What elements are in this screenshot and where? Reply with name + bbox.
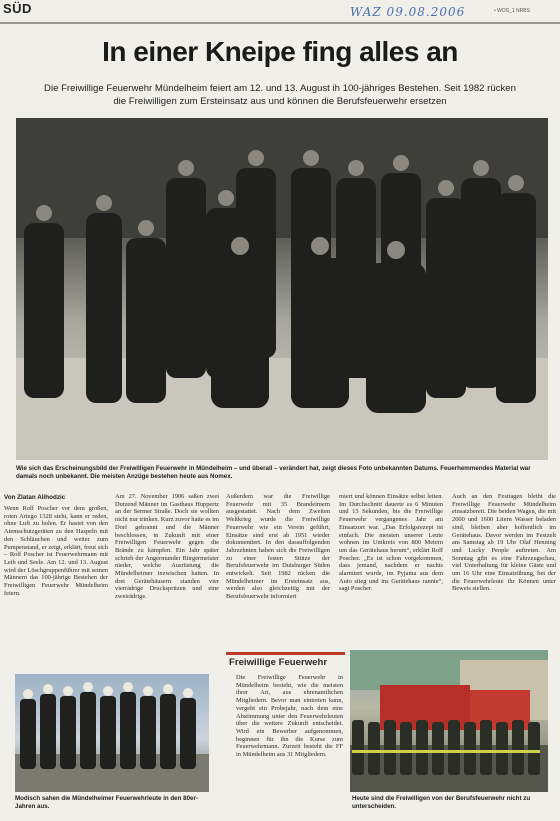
- photo-caption: Wie sich das Erscheinungsbild der Freiwilligen Feuerwehr in Mündelheim – und überall – verändert hat, zeigt dieses Foto unbekannten Datums. Feuerhemmendes Material war damals noch unbekannt. Die meisten Anzüge bestehen heute aus Nomex.: [16, 465, 531, 480]
- column-text: Auch an den Festtagen bleibt die Freiwillige Feuerwehr Mündelheim einsatzbereit. Die beiden Wagen, die mit 2000 und 1600 Litern Wasser beladen sind, bleiben aber hoffentlich im Gerätehaus. Davor werden im Festzelt am Samstag ab 19 Uhr Olaf Henning und Lucky People auftreten. Am Sonntag gibt es eine Fahrzeugschau, viel Unterhaltung für kleine Gäste und um 16 Uhr eine Einsatzübung, bei der die Feuerwehrleute ihr Können unter Beweis stellen.: [452, 493, 556, 593]
- headline: In einer Kneipe fing alles an: [102, 36, 458, 67]
- article-column-1: [4, 505, 108, 597]
- byline: Von Zlatan Alihodzic: [4, 494, 66, 501]
- column-text: Wenn Rolf Poscher vor dem großen, roten Artego 1328 steht, kann er reden, ohne Luft zu holen. Er hastet von den Atemschutzgeräten zu den Haspeln mit den Schläuchen und weiter zum Pumpenstand, er zeigt, erklärt, freut sich – Rolf Poscher ist Feuerwehrmann mit Leib und Seele. Am 12. und 13. August wird der Löschgruppenführer mit seinen Männern das 100-jährige Bestehen der Freiwilligen Feuerwehr Mündelheim feiern.: [4, 505, 108, 597]
- group-photo-illustration: [16, 118, 548, 460]
- article-column-4: [339, 493, 443, 593]
- header-bar: [0, 0, 560, 24]
- article-column-5: [452, 493, 556, 593]
- info-box-title: Freiwillige Feuerwehr: [229, 657, 328, 668]
- column-text: Außerdem war die Freiwillige Feuerwehr mit 35 Brandeimern ausgestattet. Nach dem Zweiten Weltkrieg wurde die Freiwillige Feuerwehr wie ein Verein geführt, Einsätze sind erst ab 1951 wieder dokumentiert. In den darauffolgenden Jahrzehnten haben sich die Freiwilligen zu einer festen Stütze der Berufsfeuerwehr im Duisburger Süden entwickelt. Seit 1982 rücken die Mündelheimer im Ersteinsatz aus, werden also gleichzeitig mit der Berufsfeuerwehr informiert: [226, 493, 330, 601]
- eighties-photo-illustration: [15, 674, 209, 792]
- article-column-3: [226, 493, 330, 601]
- fire-brigade-80s-photo: [15, 674, 209, 792]
- date-stamp: WAZ 09.08.2006: [350, 5, 466, 19]
- article-column-2: [115, 493, 219, 601]
- column-text: Am 27. November 1906 saßen zwei Dutzend Männer im Gasthaus Huppertz an der Sermer Straße. Doch sie wollten nicht nur trinken. Kurz zuvor hatte es im Dorf gebrannt und die Männer beschlossen, in Zukunft mit einer Freiwilligen Feuerwehr gegen die Brände zu kämpfen. Ein Jahr später schrieb der Angermunder Bürgermeister nieder, welche Ausrüstung die Mündelheimer inzwischen hatten. In drei Gerätehäusern standen vier vierrädrige Druckspritzen und eine zweirädrige.: [115, 493, 219, 601]
- historic-group-photo: [16, 118, 548, 460]
- edition-code: • WOS_1 NRBS: [494, 8, 530, 14]
- modern-photo-illustration: [350, 650, 548, 792]
- info-box-body: [236, 674, 343, 759]
- photo2-caption: Modisch sahen die Mündelheimer Feuerwehrleute in den 80er-Jahren aus.: [15, 795, 198, 810]
- section-label: SÜD: [3, 1, 32, 16]
- modern-fire-truck-photo: [350, 650, 548, 792]
- info-box-text: Die Freiwillige Feuerwehr in Mündelheim besteht, wie die meisten ihrer Art, aus ehrenamtlichen Mitgliedern. Bevor man eintreten kann, vergeht ein Probejahr, nach dem eine Abstimmung unter den Feuerwehrleuten über die weitere Zukunft entscheidet. Wird ein Bewerber aufgenommen, beginnen für ihn die Kurse zum Feuerwehrmann. Zurzeit besteht die FF in Mündelheim aus 31 Mitgliedern.: [236, 674, 343, 759]
- subheadline: Die Freiwillige Feuerwehr Mündelheim feiert am 12. und 13. August ih 100-jähriges Bestehen. Seit 1982 rücken die Freiwilligen zum Ersteinsatz aus und können die Berufsfeuerwehr ersetzen: [44, 83, 516, 107]
- column-text: miert und können Einsätze selbst leiten. Im Durchschnitt dauerte es 6 Minuten und 15 Sekunden, bis die Freiwillige Feuerwehr vergangenes Jahr am Einsatzort war. „Das Erfolgsrezept ist einfach. Die meisten unserer Leute wohnen im Umkreis von 800 Metern um das Gerätehaus herum“, erklärt Rolf Poscher. „Es ist schon vorgekommen, dass jemand, nachdem er nachts alarmiert wurde, im Pyjama aus dem Auto stieg und ins Gerätehaus rannte“, sagt Poscher.: [339, 493, 443, 593]
- photo3-caption: Heute sind die Freiwilligen von der Berufsfeuerwehr nicht zu unterscheiden.: [352, 795, 531, 810]
